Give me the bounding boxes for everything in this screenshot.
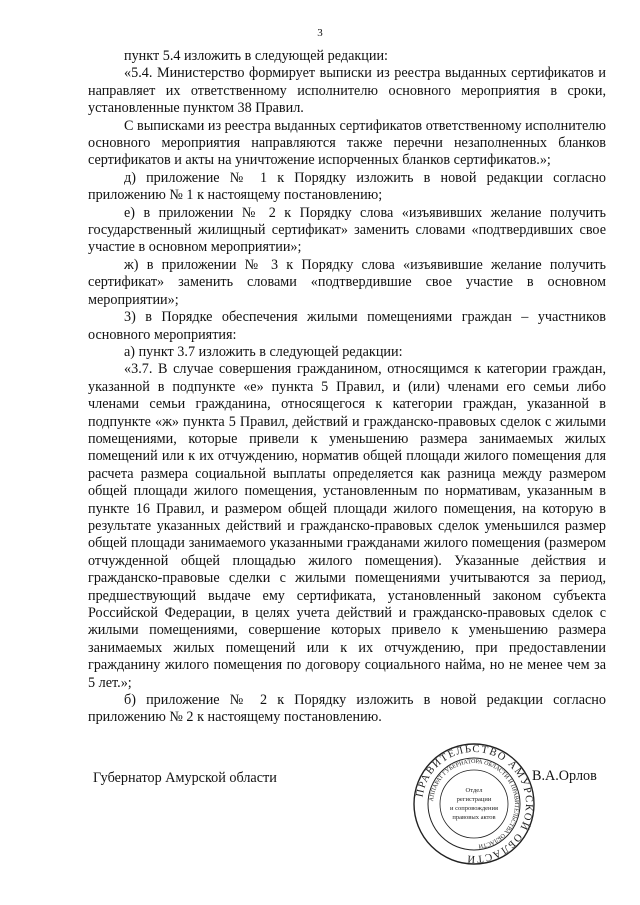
paragraph: д) приложение № 1 к Порядку изложить в новой редакции согласно приложению № 1 к настоящему постановлению; [88,169,606,204]
signatory-name: В.А.Орлов [532,768,597,784]
official-seal-stamp [412,742,536,866]
paragraph: а) пункт 3.7 изложить в следующей редакции: [124,343,403,360]
signature-block [0,742,640,892]
paragraph: б) приложение № 2 к Порядку изложить в новой редакции согласно приложению № 2 к настоящему постановлению. [88,692,606,726]
signatory-title: Губернатор Амурской области [93,770,277,786]
svg-text:АППАРАТ ГУБЕРНАТОРА ОБЛАСТИ И [429,759,519,849]
seal-outer-text: ПРАВИТЕЛЬСТВО АМУРСКОЙ ОБЛАСТИ [414,743,535,865]
document-body [88,48,606,727]
paragraph: «3.7. В случае совершения гражданином, относящимся к категории граждан, указанной в подпункте «е» пункта 5 Правил, и (или) членами его семьи либо членами семьи гражданина, относящегося к категории граждан, указанной в подпункте «ж» пункта 5 Правил, действий и гражданско-правовых сделок с жилыми помещениями, которые привели к уменьшению размера занимаемых жилых помещений или к их отчуждению, норматив общей площади жилого помещения для расчета размера социальной выплаты определяется как разница между размером общей площади жилого помещения, установленным по нормативам, указанным в пункте 16 Правил, и размером общей площади жилого помещения, на которую в результате указанных действий и гражданско-правовых сделок уменьшился размер общей площади занимаемого указанными гражданами жилого помещения (размером отчужденной общей площадью жилого помещения). Указанные действия и гражданско-правовые сделки с жилыми помещениями учитываются за период, предшествующий выдаче ему сертификата, установленный законом субъекта Российской Федерации, в целях учета действий и гражданско-правовых сделок с жилыми помещениями, совершение которых привело к уменьшению размера занимаемых жилых помещений или к их отчуждению, при предоставлении гражданину жилого помещения по договору социального найма, но не менее чем за 5 лет.»; [88,361,606,691]
paragraph: «5.4. Министерство формирует выписки из реестра выданных сертификатов и направляет их ответственному исполнителю основного мероприятия в сроки, установленные пунктом 38 Правил. [88,65,606,117]
seal-center-line: Отдел [465,787,483,794]
seal-center-line: регистрации [456,796,492,803]
seal-inner-text: АППАРАТ ГУБЕРНАТОРА ОБЛАСТИ И ПРАВИТЕЛЬСТВА ОБЛАСТИ [429,758,520,849]
page-number: 3 [317,27,323,39]
paragraph: С выписками из реестра выданных сертификатов ответственному исполнителю основного мероприятия направляются также перечни незаполненных бланков сертификатов и акты на уничтожение испорченных бланков сертификатов.»; [88,117,606,169]
seal-center-line: правовых актов [452,814,496,821]
paragraph: 3) в Порядке обеспечения жилыми помещениями граждан – участников основного мероприятия: [88,309,606,343]
paragraph: пункт 5.4 изложить в следующей редакции: [124,48,388,64]
paragraph: ж) в приложении № 3 к Порядку слова «изъявившие желание получить сертификат» заменить словами «подтвердившие свое участие в основном мероприятии»; [88,256,606,308]
seal-center-line: и сопровождения [450,805,498,812]
paragraph: е) в приложении № 2 к Порядку слова «изъявивших желание получить государственный жилищный сертификат» заменить словами «подтвердивших свое участие в основном мероприятии»; [88,204,606,256]
